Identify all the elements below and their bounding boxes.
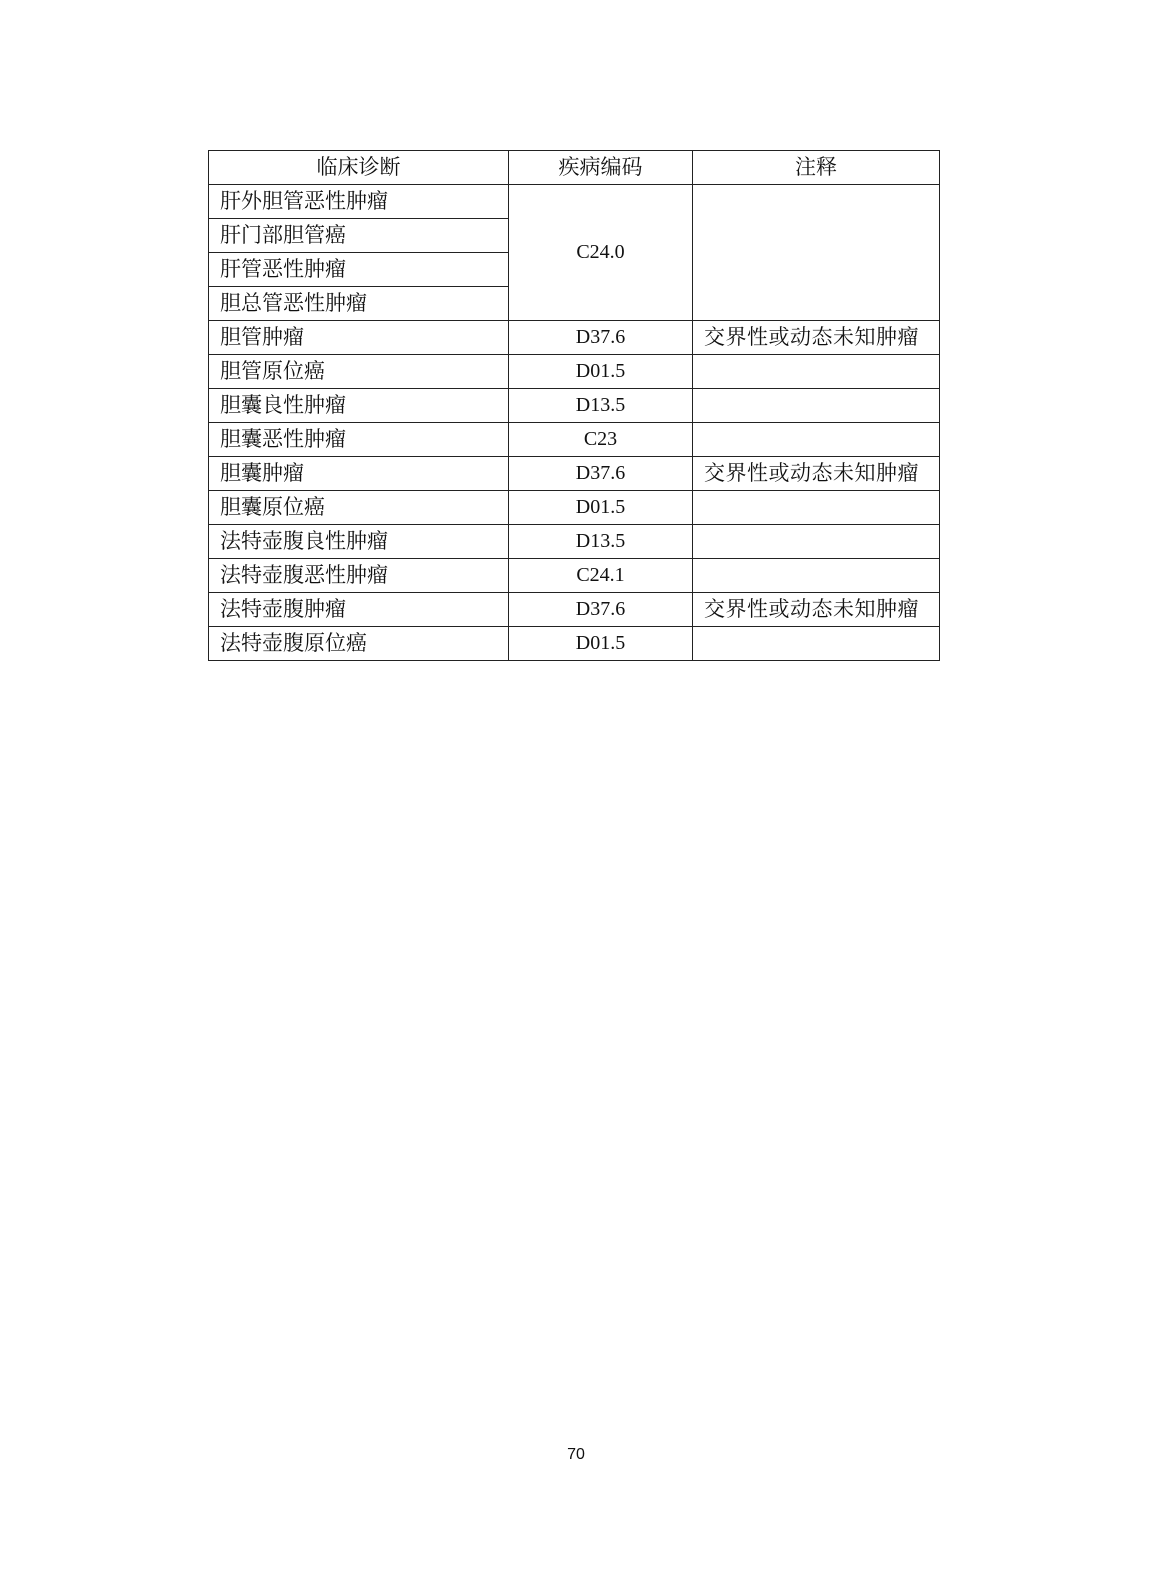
table-body xyxy=(209,185,940,661)
table-row xyxy=(209,355,940,389)
diagnosis-cell: 胆管原位癌 xyxy=(209,355,509,389)
note-cell xyxy=(693,559,940,593)
diagnosis-code-table xyxy=(208,150,940,661)
diagnosis-cell: 法特壶腹良性肿瘤 xyxy=(209,525,509,559)
diagnosis-cell: 肝门部胆管癌 xyxy=(209,219,509,253)
code-cell: C23 xyxy=(509,423,693,457)
code-cell: D13.5 xyxy=(509,389,693,423)
code-cell: D37.6 xyxy=(509,321,693,355)
diagnosis-cell: 法特壶腹原位癌 xyxy=(209,627,509,661)
code-cell: D13.5 xyxy=(509,525,693,559)
diagnosis-cell: 胆总管恶性肿瘤 xyxy=(209,287,509,321)
note-cell xyxy=(693,491,940,525)
table-row xyxy=(209,389,940,423)
note-cell xyxy=(693,627,940,661)
diagnosis-cell: 法特壶腹肿瘤 xyxy=(209,593,509,627)
diagnosis-cell: 胆囊肿瘤 xyxy=(209,457,509,491)
note-cell xyxy=(693,355,940,389)
table-row xyxy=(209,627,940,661)
note-cell: 交界性或动态未知肿瘤 xyxy=(693,457,940,491)
note-cell xyxy=(693,525,940,559)
diagnosis-cell: 胆囊良性肿瘤 xyxy=(209,389,509,423)
code-cell: D01.5 xyxy=(509,355,693,389)
merged-code-cell: C24.0 xyxy=(509,185,693,321)
diagnosis-cell: 胆囊恶性肿瘤 xyxy=(209,423,509,457)
table-row xyxy=(209,185,940,219)
diagnosis-cell: 肝外胆管恶性肿瘤 xyxy=(209,185,509,219)
note-cell: 交界性或动态未知肿瘤 xyxy=(693,593,940,627)
table-row xyxy=(209,457,940,491)
note-cell: 交界性或动态未知肿瘤 xyxy=(693,321,940,355)
header-diagnosis: 临床诊断 xyxy=(209,151,509,185)
code-cell: D37.6 xyxy=(509,457,693,491)
note-cell xyxy=(693,423,940,457)
table-row xyxy=(209,423,940,457)
diagnosis-cell: 胆囊原位癌 xyxy=(209,491,509,525)
code-cell: D01.5 xyxy=(509,491,693,525)
page-number: 70 xyxy=(567,1446,585,1463)
diagnosis-cell: 肝管恶性肿瘤 xyxy=(209,253,509,287)
code-cell: C24.1 xyxy=(509,559,693,593)
table-row xyxy=(209,321,940,355)
diagnosis-cell: 法特壶腹恶性肿瘤 xyxy=(209,559,509,593)
note-cell xyxy=(693,389,940,423)
table-row xyxy=(209,559,940,593)
diagnosis-cell: 胆管肿瘤 xyxy=(209,321,509,355)
code-cell: D01.5 xyxy=(509,627,693,661)
merged-note-cell xyxy=(693,185,940,321)
table-row xyxy=(209,593,940,627)
table-row xyxy=(209,491,940,525)
header-code: 疾病编码 xyxy=(509,151,693,185)
header-row xyxy=(209,151,940,185)
code-cell: D37.6 xyxy=(509,593,693,627)
table-header xyxy=(209,151,940,185)
table-row xyxy=(209,525,940,559)
header-note: 注释 xyxy=(693,151,940,185)
